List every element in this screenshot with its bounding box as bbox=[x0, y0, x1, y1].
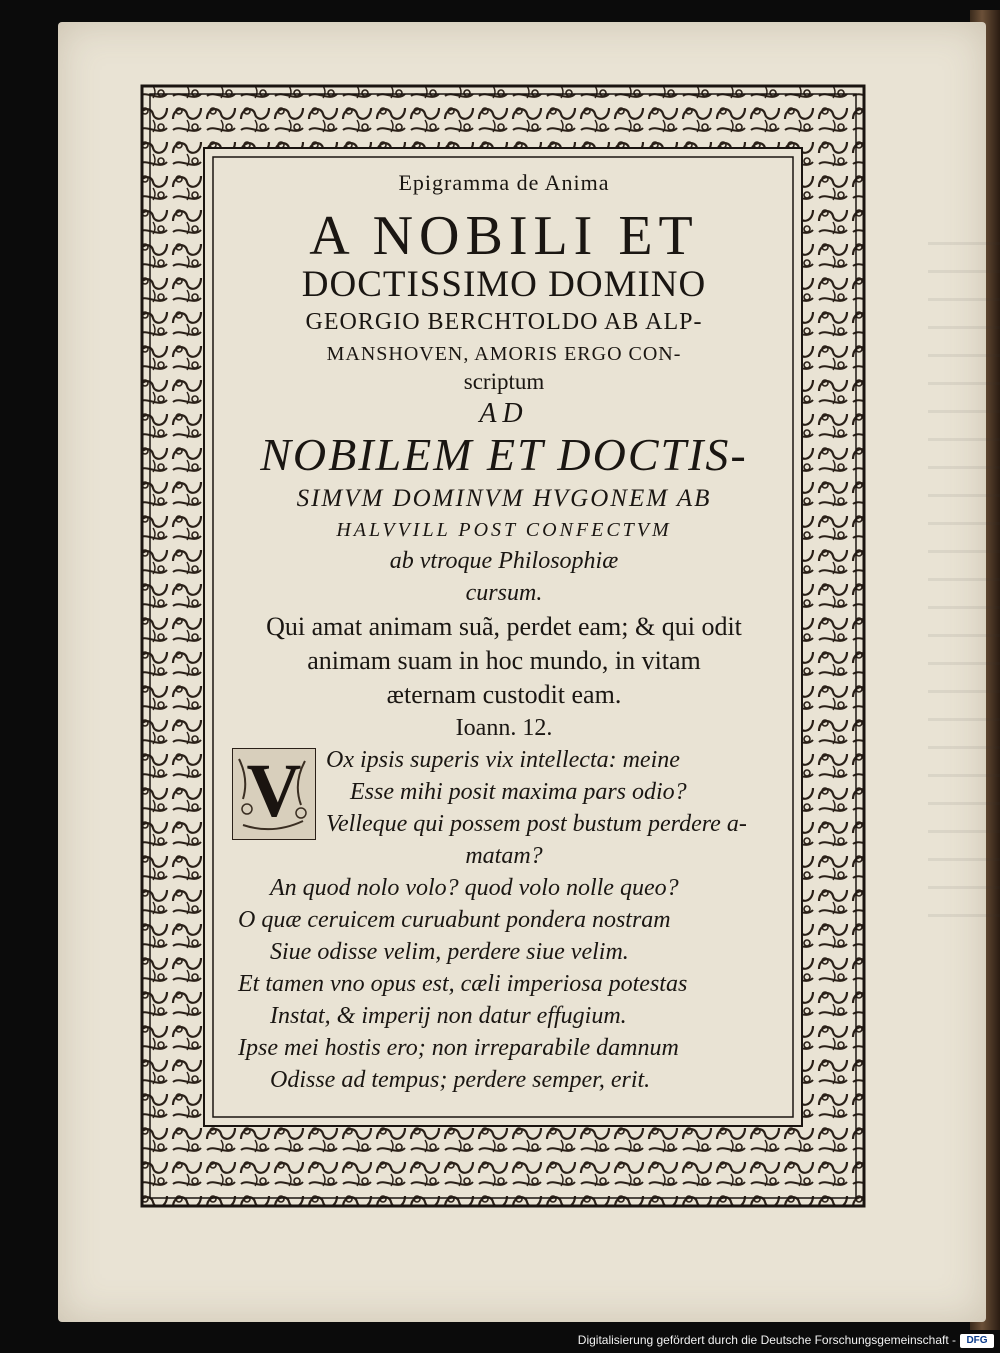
poem-line: O quæ ceruicem curuabunt pondera nostram bbox=[238, 907, 671, 933]
poem-line: Instat, & imperij non datur effugium. bbox=[270, 1003, 627, 1029]
recipient-line: NOBILEM ET DOCTIS- bbox=[260, 429, 748, 480]
decorated-initial bbox=[232, 748, 316, 840]
recipient-line: HALVVILL POST CONFECTVM bbox=[336, 519, 672, 541]
recipient-line: cursum. bbox=[465, 580, 543, 606]
recipient-line: ab vtroque Philosophiæ bbox=[389, 548, 619, 574]
digitization-credit: Digitalisierung gefördert durch die Deutsche Forschungsgemeinschaft - bbox=[577, 1333, 956, 1347]
dedication-line: scriptum bbox=[463, 369, 545, 394]
poem-line: Ox ipsis superis vix intellecta: meine bbox=[326, 747, 680, 773]
dedication-line: A NOBILI ET bbox=[309, 205, 699, 267]
scripture-quote-line: Qui amat animam suã, perdet eam; & qui odit bbox=[266, 612, 742, 641]
scripture-quote-line: æternam custodit eam. bbox=[386, 680, 622, 709]
poem-line: Et tamen vno opus est, cæli imperiosa potestas bbox=[238, 971, 688, 997]
epigram-heading: Epigramma de Anima bbox=[398, 170, 610, 195]
poem-line: Odisse ad tempus; perdere semper, erit. bbox=[270, 1067, 651, 1093]
poem-line: Esse mihi posit maxima pars odio? bbox=[350, 779, 687, 805]
dedication-line: GEORGIO BERCHTOLDO AB ALP- bbox=[305, 309, 703, 335]
scripture-reference: Ioann. 12. bbox=[455, 715, 553, 741]
poem-line: Siue odisse velim, perdere siue velim. bbox=[270, 939, 629, 965]
dfg-logo: DFG bbox=[960, 1334, 994, 1348]
initial-letter: V bbox=[246, 749, 302, 833]
page-text-block bbox=[222, 168, 786, 1106]
ad-word: AD bbox=[479, 398, 529, 429]
poem-line: Ipse mei hostis ero; non irreparabile damnum bbox=[238, 1035, 679, 1061]
poem-line: An quod nolo volo? quod volo nolle queo? bbox=[270, 875, 679, 901]
dedication-line: MANSHOVEN, AMORIS ERGO CON- bbox=[326, 343, 682, 365]
scripture-quote-line: animam suam in hoc mundo, in vitam bbox=[307, 646, 701, 675]
poem-line: Velleque qui possem post bustum perdere a- bbox=[326, 811, 747, 837]
poem-line: matam? bbox=[465, 843, 543, 869]
dedication-line: DOCTISSIMO DOMINO bbox=[301, 264, 707, 305]
recipient-line: SIMVM DOMINVM HVGONEM AB bbox=[296, 485, 712, 512]
